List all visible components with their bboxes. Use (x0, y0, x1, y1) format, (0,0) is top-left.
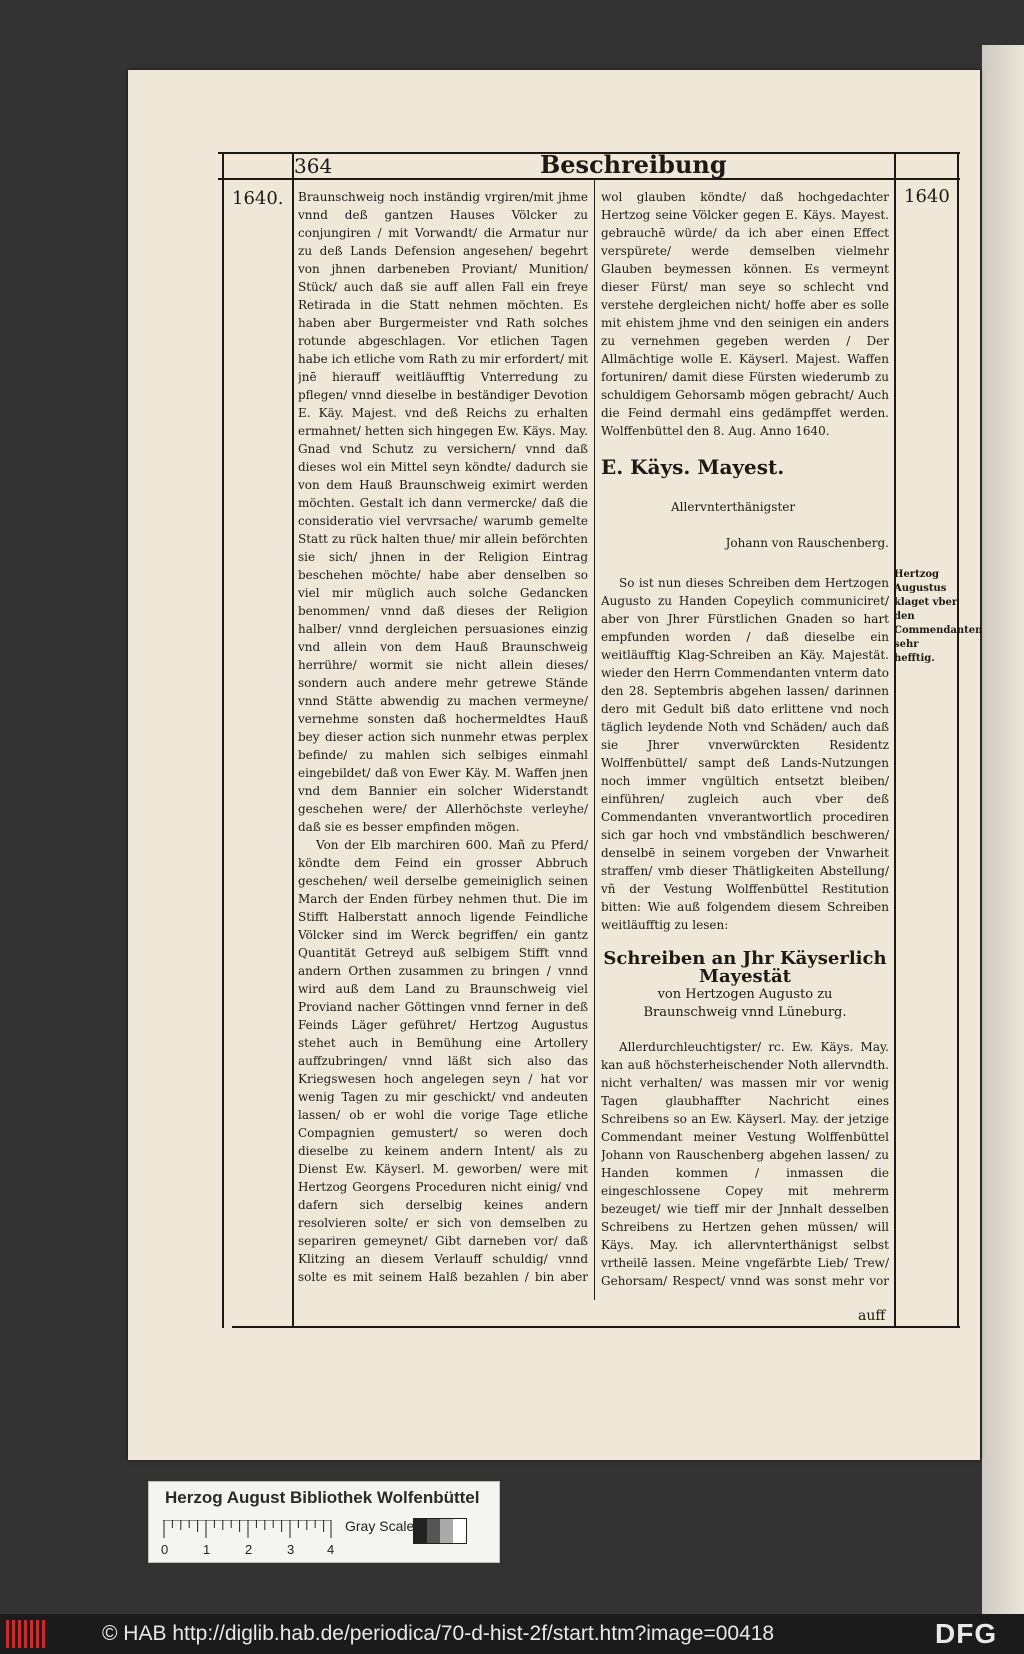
right-paragraph-3: Allerdurchleuchtigster/ rc. Ew. Käys. May. kan auß höchsterheischender Noth allervndth. nicht verhalten/ was massen mir vor wenig Tagen glaubhaffter Nachricht eines Schreibens so an Ew. Käyserl. May. der jetzige Commendant meiner Vestung Wolffenbüttel Johann von Rauschenberg abgehen lassen/ zu Handen kommen / inmassen die eingeschlossene Copey mit mehrerm bezeuget/ wie tieff mir der Jnnhalt desselben Schreibens zu Hertzen gehen müssen/ will Käys. May. ich allervnterthänigst selbst vrtheilē lassen. Meine vngefärbte Lieb/ Trew/ Gehorsam/ Respect/ vnnd was sonst mehr vor (601, 1040, 889, 1288)
year-right: 1640 (904, 186, 950, 207)
left-paragraph-1: Braunschweig noch inständig vrgiren/mit jhme vnnd deß gantzen Hauses Völcker zu conjungiren / mit Vorwandt/ die Armatur nur zu deß Lands Defension angesehen/ begehrt von jhnen darbeneben Proviant/ Munition/ Stück/ auch daß sie auff allen Fall ein freye Retirada in die Statt nehmen möchten. Es haben aber Burgermeister vnd Rath solches rotunde abgeschlagen. Vor etlichen Tagen habe ich etliche vom Rath zu mir erfordert/ mit jnē hierauff weitläufftig Vnterredung zu pflegen/ vnnd dieselbe in beständiger Devotion E. Käy. Majest. vnd deß Reichs zu erhalten ermahnet/ hetten sich hingegen Ew. Käys. May. Gnad vnd Schutz zu versichern/ vnnd daß dieses wol ein Mittel seyn köndte/ dadurch sie von dem Hauß Braunschweig eximirt werden möchten. Gestalt ich dann vermercke/ daß die consideratio viel vervrsache/ warumb gemelte Statt zu rück halten thue/ mir allein beförchten sie sich/ jhnen in der Religion Eintrag beschehen möchte/ habe aber denselben so viel mir müglich auch solche Gedancken benommen/ vnnd daß dieses der Religion halber/ vnnd dergleichen persuasiones einzig vnd allein von dem Hauß Braunschweig herrühre/ wormit sie nicht allein dieses/ sondern auch andere mehr getrewe Stände vnnd Stätte abwendig zu machen vermeyne/ vernehme sonsten daß hochermeldtes Hauß bey dieser action sich nunmehr etwas perplex befinde/ zu mahlen sich selbiges einmahl eingebildet/ daß von Ewer Käy. M. Waffen jnen vnd dem Bannier ein solcher Widerstandt geschehen were/ der Allerhöchste verleyhe/ daß sie es besser empfinden mögen. (298, 190, 588, 834)
page-number: 364 (294, 154, 333, 178)
gray-swatch-white (453, 1519, 466, 1543)
hab-logo-icon (6, 1620, 46, 1648)
gray-swatch-black (414, 1519, 427, 1543)
right-paragraph-2: So ist nun dieses Schreiben dem Hertzogen Augusto zu Handen Copeylich communiciret/ aber von Jhrer Fürstlichen Gnaden so hart empfunden worden / daß dieselbe ein weitläufftig Klag-Schreiben an Käy. Majestät. wieder den Herrn Commendanten vnterm dato den 28. Septembris abgehen lassen/ darinnen dero mit Gedult biß dato erlittene vnd noch täglich leydende Noth vnd Schäden/ auch daß sie Jhrer vnverwürckten Residentz Wolffenbüttel/ sampt deß Lands-Nutzungen noch immer vngültich entsetzt bleiben/ einführen/ zugleich auch vber deß Commendanten vnverantwortlich procediren sich gar hoch vnd vmbständlich beschweren/ denselbē in seinem vorgeben der Vnwarheit straffen/ vmb dieser Thätligkeiten Abstellung/ vñ der Vestung Wolffenbüttel Restitution bitten: Wie auß folgendem diesem Schreiben weitläufftig zu lesen: (601, 576, 889, 932)
ruler-number-1: 1 (203, 1542, 211, 1557)
signature-name: Johann von Rauschenberg. (725, 536, 889, 550)
gray-scale-swatches (413, 1518, 467, 1544)
margin-note: Hertzog Augustus klaget vber den Commendanten sehr hefftig. (894, 569, 983, 664)
ruler-number-2: 2 (245, 1542, 253, 1557)
gray-swatch-dark (427, 1519, 440, 1543)
letter-subtitle: von Hertzogen Augusto zu Braunschweig vnnd Lüneburg. (643, 987, 847, 1020)
right-paragraph-1: wol glauben köndte/ daß hochgedachter Hertzog seine Völcker gegen E. Käys. Mayest. gebrauchē würde/ da ich aber einen Effect verspürete/ werde demselben vielmehr Glauben beymessen können. Es vermeynt dieser Fürst/ man seye so schlecht vnd verstehe dergleichen nicht/ hoffe aber es solle mit ehistem jhme vnd den seinigen ein anders zu vernehmen gegeben werden / Der Allmächtige wolle E. Käyserl. Majest. Waffen fortuniren/ damit diese Fürsten wiederumb zu schuldigem Gehorsamb mögen gebracht/ Auch die Feind dermahl eins gedämpffet werden. Wolffenbüttel den 8. Aug. Anno 1640. (601, 190, 889, 438)
institution-label: Herzog August Bibliothek Wolfenbüttel (165, 1488, 480, 1507)
gray-scale-label: Gray Scale (345, 1518, 415, 1534)
dfg-logo: DFG (935, 1618, 998, 1649)
frame-inner-right (894, 152, 896, 1328)
frame-outer-left (222, 152, 224, 1328)
left-paragraph-2: Von der Elb marchiren 600. Mañ zu Pferd/ köndte dem Feind ein grosser Abbruch geschehen/ weil derselbe gemeiniglich seinen March der Enden fürbey nehmen thut. Die im Stifft Halberstatt annoch ligende Feindliche Völcker sind im Werck begriffen/ ein gantz Quantität Getreyd auß selbigem Stifft vnnd andern Orthen zusammen zu bringen / vnnd wird auß dem Land zu Braunschweig viel Proviand nacher Göttingen vnnd ferner in deß Feinds Läger geführet/ Hertzog Augustus stehet auch in Bemühung eine Artollery auffzubringen/ vnnd läßt sich also das Kriegswesen hoch angelegen seyn / hat vor wenig Tagen zu mir geschickt/ vnd andeuten lassen/ ob er wohl die vorige Tage etliche Compagnien gemustert/ so weren doch dieselbe zu keinem andern Intent/ als zu Dienst Ew. Käyserl. M. geworben/ were mit Hertzog Georgens Proceduren nicht einig/ vnd dafern sich derselbig keines andern resolvieren solte/ er sich von demselben zu separiren gemeynet/ Gibt darneben vor/ daß Klitzing an diesem Verlauff schuldig/ vnnd solte es mit seinem Halß bezahlen / bin aber (298, 838, 588, 1284)
copyright-link[interactable]: © HAB http://diglib.hab.de/periodica/70-d-hist-2f/start.htm?image=00418 (102, 1622, 775, 1645)
frame-inner-left (292, 152, 294, 1328)
running-heading: Beschreibung (540, 150, 727, 179)
year-left: 1640. (232, 188, 284, 209)
frame-outer-right (957, 152, 959, 1328)
frame-bottom-rule (232, 1326, 960, 1328)
gray-swatch-light (440, 1519, 453, 1543)
left-column (298, 188, 588, 1288)
signature-line: Allervnterthänigster (671, 500, 796, 514)
right-column (601, 188, 889, 1288)
adjacent-page-edge (982, 45, 1024, 1625)
ruler-number-3: 3 (287, 1542, 295, 1557)
letter-title: Schreiben an Jhr Käyserlich Mayestät (603, 948, 887, 987)
ruler-ticks (163, 1520, 333, 1540)
ruler-number-4: 4 (327, 1542, 335, 1557)
viewer-footer (0, 1614, 1024, 1654)
frame-column-divider (594, 180, 595, 1300)
catchword: auff (858, 1308, 886, 1324)
ruler-number-0: 0 (161, 1542, 169, 1557)
color-calibration-card (148, 1481, 500, 1563)
emperor-address: E. Käys. Mayest. (601, 455, 785, 479)
